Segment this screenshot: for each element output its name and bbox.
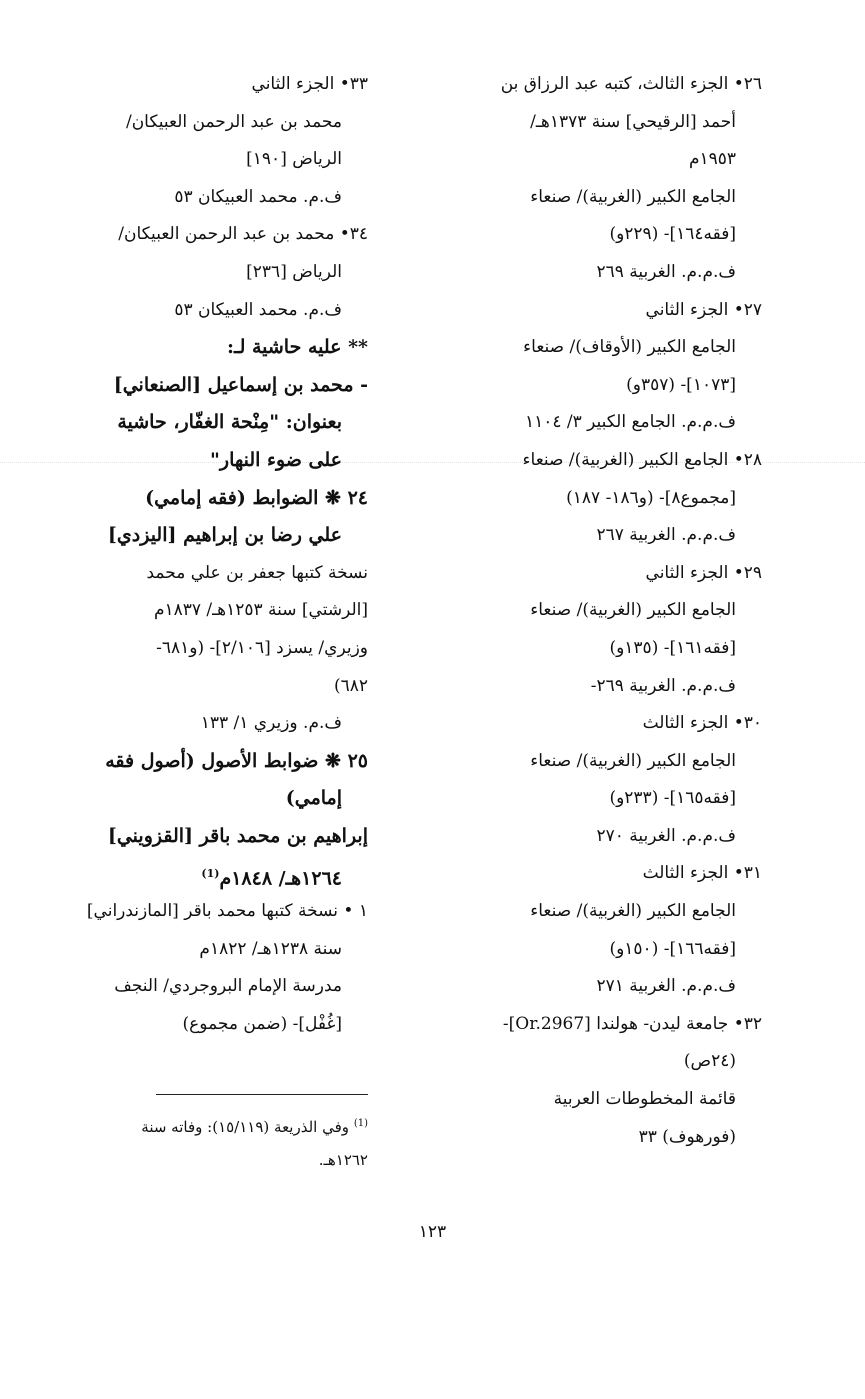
footnote-line-1: $^{(1)}$ وفي الذريعة (١٥/١١٩): وفاته سنة — [141, 1118, 368, 1136]
work-24-author: علي رضا بن إبراهيم [اليزدي] — [107, 524, 342, 547]
entry-33-catalog: ف.م. محمد العبيكان ٥٣ — [174, 186, 342, 207]
left-column — [28, 66, 368, 1043]
footnote-marker: (1) — [353, 1118, 368, 1129]
entry-26-catalog: ف.م.م. الغربية ٢٦٩ — [596, 261, 736, 282]
entry-27-shelfmark: [١٠٧٣]- (٣٥٧و) — [626, 374, 736, 395]
work-24-folios: ٦٨٢) — [333, 675, 368, 696]
entry-26-shelfmark: [فقه١٦٤]- (٢٢٩و) — [609, 224, 736, 245]
entry-34-heading: ٣٤• محمد بن عبد الرحمن العبيكان/ — [118, 224, 368, 245]
footnote-line-2: ١٢٦٢هـ. — [318, 1151, 368, 1169]
entry-31-shelfmark: [فقه١٦٦]- (١٥٠و) — [609, 938, 736, 959]
work-25-copy-date: سنة ١٢٣٨هـ/ ١٨٢٢م — [199, 938, 342, 959]
gloss-title: بعنوان: "مِنْحة الغفّار، حاشية — [117, 411, 342, 434]
work-25-shelfmark: [غُفْل]- (ضمن مجموع) — [182, 1013, 342, 1034]
entry-31-heading: ٣١• الجزء الثالث — [642, 863, 762, 884]
work-25-author: إبراهيم بن محمد باقر [القزويني] — [107, 824, 368, 847]
entry-31-library: الجامع الكبير (الغربية)/ صنعاء — [530, 901, 736, 922]
entry-29-library: الجامع الكبير (الغربية)/ صنعاء — [530, 600, 736, 621]
page-number: ١٢٣ — [418, 1222, 447, 1242]
entry-32-folios: (٢٤ص) — [683, 1051, 736, 1072]
entry-26-copyist: أحمد [الرقيحي] سنة ١٣٧٣هـ/ — [530, 111, 736, 132]
footnote-divider — [156, 1094, 368, 1095]
entry-26-heading: ٢٦• الجزء الثالث، كتبه عبد الرزاق بن — [500, 74, 762, 94]
entry-31-catalog: ف.م.م. الغربية ٢٧١ — [596, 976, 736, 997]
entry-28-heading: ٢٨• الجامع الكبير (الغربية)/ صنعاء — [522, 449, 762, 470]
entry-34-shelfmark: الرياض [٢٣٦] — [246, 261, 342, 282]
entry-27-library: الجامع الكبير (الأوقاف)/ صنعاء — [523, 337, 736, 358]
entry-29-heading: ٢٩• الجزء الثاني — [645, 562, 762, 583]
entry-30-catalog: ف.م.م. الغربية ٢٧٠ — [596, 825, 736, 846]
entry-28-shelfmark: [مجموع٨]- (و١٨٦- ١٨٧) — [566, 487, 736, 508]
entry-30-shelfmark: [فقه١٦٥]- (٢٣٣و) — [609, 788, 736, 809]
entry-26-date: ١٩٥٣م — [688, 149, 736, 170]
work-24-library: وزيري/ يسزد [٢/١٠٦]- (و٦٨١- — [156, 637, 368, 658]
footnote-ref: (1) — [201, 867, 220, 881]
work-25-library: مدرسة الإمام البروجردي/ النجف — [114, 976, 342, 997]
entry-33-library: محمد بن عبد الرحمن العبيكان/ — [125, 111, 342, 132]
entry-28-catalog: ف.م.م. الغربية ٢٦٧ — [596, 525, 736, 546]
entry-32-heading: ٣٢• جامعة ليدن- هولندا [Or.2967]- — [502, 1013, 762, 1034]
work-25-title-cont: إمامي) — [285, 787, 342, 810]
entry-33-heading: ٣٣• الجزء الثاني — [251, 74, 368, 94]
gloss-author: - محمد بن إسماعيل [الصنعاني] — [113, 373, 368, 396]
work-25-author-date: ١٢٦٤هـ/ ١٨٤٨م$^{(1)}$ — [201, 867, 342, 890]
right-column — [412, 66, 762, 1156]
entry-29-catalog: ف.م.م. الغربية ٢٦٩- — [590, 675, 736, 696]
entry-32-catalog: قائمة المخطوطات العربية — [553, 1089, 736, 1110]
work-24-title: ٢٤ ❋ الضوابط (فقه إمامي) — [145, 486, 368, 509]
work-24-copy-date: [الرشتي] سنة ١٢٥٣هـ/ ١٨٣٧م — [153, 600, 368, 621]
work-25-title: ٢٥ ❋ ضوابط الأصول (أصول فقه — [105, 749, 368, 772]
gloss-heading: ** عليه حاشية لـ: — [226, 336, 368, 359]
footnote — [28, 1106, 368, 1178]
entry-29-shelfmark: [فقه١٦١]- (١٣٥و) — [609, 637, 736, 658]
work-25-copy-1: ١ • نسخة كتبها محمد باقر [المازندراني] — [86, 901, 368, 922]
gloss-title-cont: على ضوء النهار" — [210, 448, 342, 471]
work-24-catalog: ف.م. وزيري ١/ ١٣٣ — [200, 713, 342, 734]
entry-26-library: الجامع الكبير (الغربية)/ صنعاء — [530, 186, 736, 207]
work-24-copy: نسخة كتبها جعفر بن علي محمد — [146, 562, 368, 583]
entry-27-catalog: ف.م.م. الجامع الكبير ٣/ ١١٠٤ — [524, 412, 736, 433]
entry-30-heading: ٣٠• الجزء الثالث — [642, 713, 762, 734]
entry-30-library: الجامع الكبير (الغربية)/ صنعاء — [530, 750, 736, 771]
entry-33-shelfmark: الرياض [١٩٠] — [246, 149, 342, 170]
entry-27-heading: ٢٧• الجزء الثاني — [645, 299, 762, 320]
entry-34-catalog: ف.م. محمد العبيكان ٥٣ — [174, 299, 342, 320]
entry-32-catalog-cont: (فورهوف) ٣٣ — [638, 1126, 736, 1147]
